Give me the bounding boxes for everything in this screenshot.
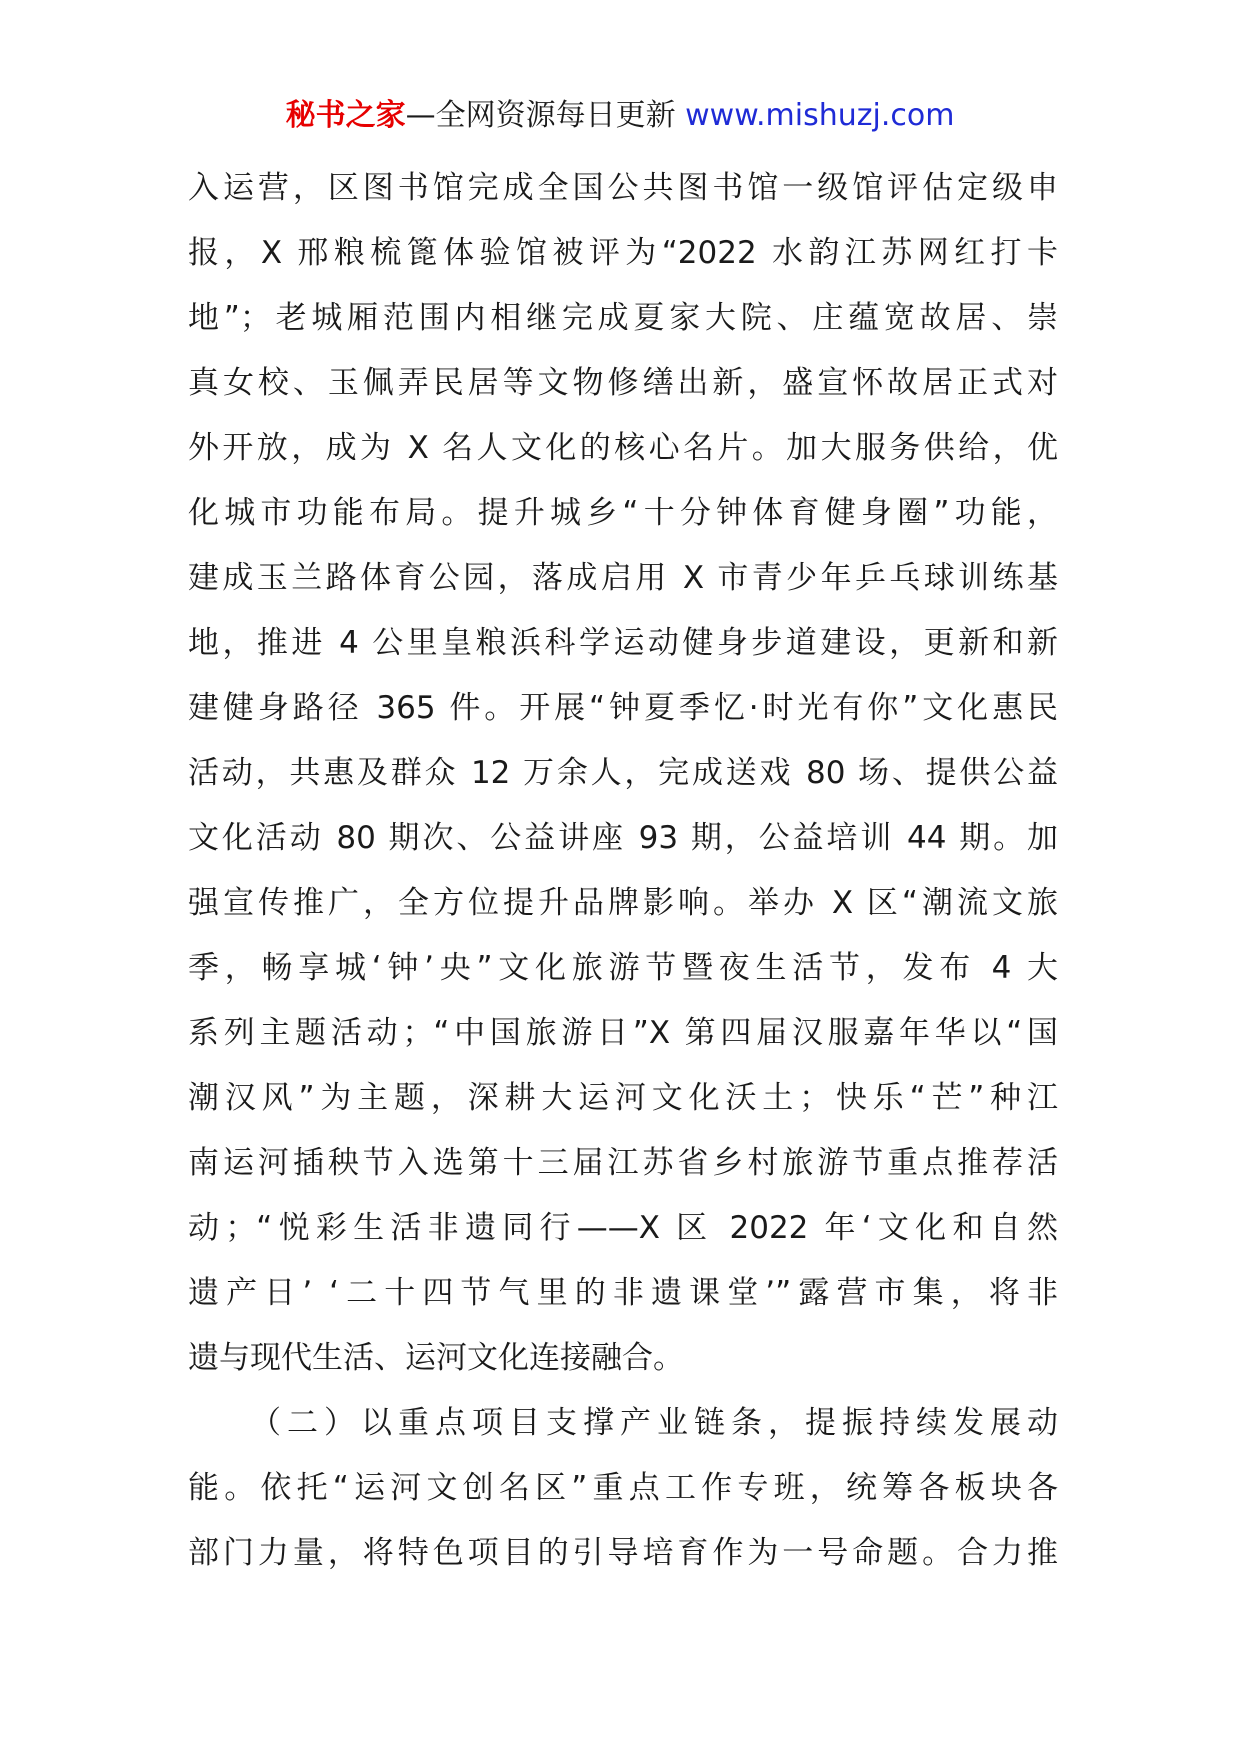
text-line: 文化活动 80 期次、公益讲座 93 期，公益培训 44 期。加	[188, 820, 1058, 856]
text-line: 地，推进 4 公里皇粮浜科学运动健身步道建设，更新和新	[188, 625, 1058, 661]
text-line: 入运营，区图书馆完成全国公共图书馆一级馆评估定级申	[188, 170, 1058, 206]
text-line: 真女校、玉佩弄民居等文物修缮出新，盛宣怀故居正式对	[188, 365, 1058, 401]
text-line: 遗与现代生活、运河文化连接融合。	[188, 1340, 684, 1376]
text-line: 能。依托“运河文创名区”重点工作专班，统筹各板块各	[188, 1470, 1058, 1506]
document-body	[188, 164, 1058, 1594]
text-line: 外开放，成为 X 名人文化的核心名片。加大服务供给，优	[188, 430, 1058, 466]
section-heading-line: （二）以重点项目支撑产业链条，提振持续发展动	[250, 1405, 1058, 1441]
text-line: 活动，共惠及群众 12 万余人，完成送戏 80 场、提供公益	[188, 755, 1058, 791]
text-line: 部门力量，将特色项目的引导培育作为一号命题。合力推	[188, 1535, 1058, 1571]
text-line: 季，畅享城‘钟’央”文化旅游节暨夜生活节，发布 4 大	[188, 950, 1058, 986]
text-line: 潮汉风”为主题，深耕大运河文化沃土；快乐“芒”种江	[188, 1080, 1058, 1116]
brand-name: 秘书之家	[285, 98, 406, 133]
text-line: 遗产日’ ‘二十四节气里的非遗课堂’”露营市集，将非	[188, 1275, 1058, 1311]
text-line: 建健身路径 365 件。开展“钟夏季忆·时光有你”文化惠民	[188, 690, 1058, 726]
text-line: 化城市功能布局。提升城乡“十分钟体育健身圈”功能，	[188, 495, 1058, 531]
text-line: 系列主题活动；“中国旅游日”X 第四届汉服嘉年华以“国	[188, 1015, 1058, 1051]
site-url-link[interactable]: www.mishuzj.com	[685, 98, 955, 133]
text-line: 动；“悦彩生活非遗同行——X 区 2022 年‘文化和自然	[188, 1210, 1058, 1246]
site-header	[0, 96, 1240, 136]
text-line: 地”；老城厢范围内相继完成夏家大院、庄蕴宽故居、崇	[188, 300, 1058, 336]
text-line: 建成玉兰路体育公园，落成启用 X 市青少年乒乓球训练基	[188, 560, 1058, 596]
text-line: 强宣传推广，全方位提升品牌影响。举办 X 区“潮流文旅	[188, 885, 1058, 921]
text-line: 南运河插秧节入选第十三届江苏省乡村旅游节重点推荐活	[188, 1145, 1058, 1181]
text-line: 报，X 邢粮梳篦体验馆被评为“2022 水韵江苏网红打卡	[188, 235, 1058, 271]
header-tagline: —全网资源每日更新	[405, 98, 676, 133]
